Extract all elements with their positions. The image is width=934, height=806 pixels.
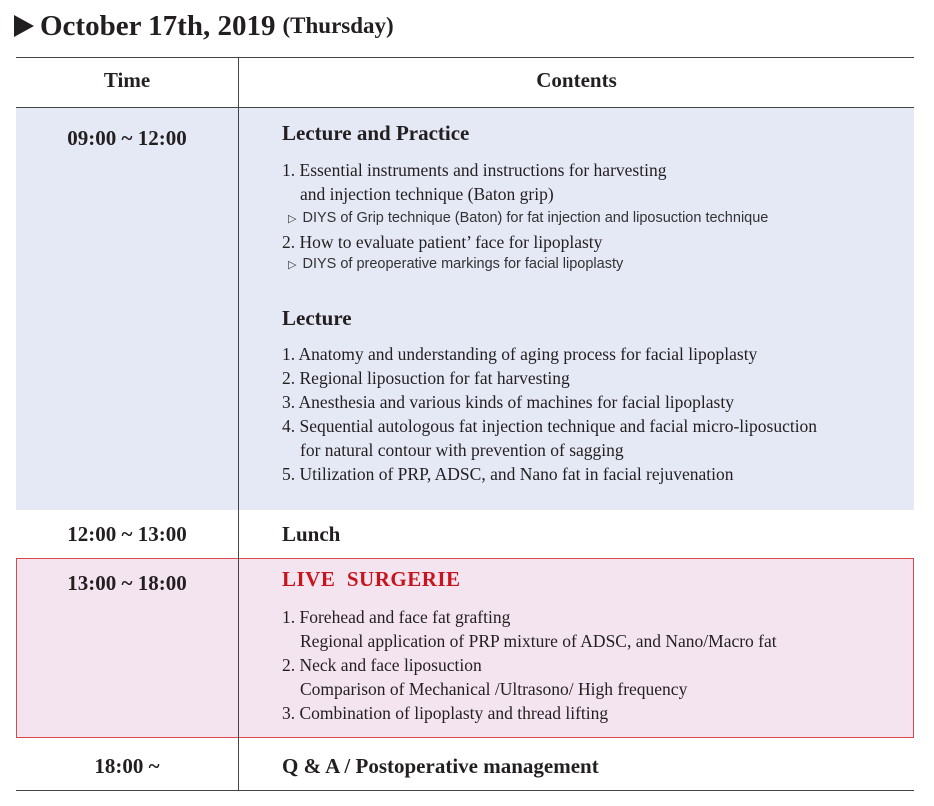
date-text: October 17th, 2019 — [40, 9, 276, 42]
date-heading — [14, 9, 394, 43]
diys-note — [288, 206, 768, 231]
section-title-lunch: Lunch — [282, 522, 341, 546]
list-item: 1. Essential instruments and instructions for harvesting — [282, 160, 667, 180]
list-item: 2. Regional liposuction for fat harvesting — [282, 368, 570, 388]
diys-note-text: DIYS of Grip technique (Baton) for fat injection and liposuction technique — [302, 210, 769, 226]
list-item: 2. Neck and face liposuction — [282, 655, 482, 675]
section-title-live-surgerie: LIVE SURGERIE — [282, 567, 461, 591]
list-item: 4. Sequential autologous fat injection technique and facial micro-liposuction — [282, 416, 818, 436]
table-top-rule — [16, 57, 914, 58]
list-item: 3. Combination of lipoplasty and thread lifting — [282, 703, 609, 723]
list-item: 5. Utilization of PRP, ADSC, and Nano fat in facial rejuvenation — [282, 464, 734, 484]
column-divider — [238, 57, 239, 790]
time-lunch: 12:00 ~ 13:00 — [67, 522, 187, 546]
section-title-qa: Q & A / Postoperative management — [282, 754, 599, 778]
time-qa: 18:00 ~ — [94, 754, 160, 778]
time-morning: 09:00 ~ 12:00 — [67, 126, 187, 150]
pointer-triangle-icon: ▷ — [288, 213, 297, 225]
list-item: 3. Anesthesia and various kinds of machines for facial lipoplasty — [282, 392, 734, 412]
weekday-text: (Thursday) — [282, 13, 394, 38]
list-item-continuation: Regional application of PRP mixture of ADSC, and Nano/Macro fat — [300, 631, 777, 651]
list-item-continuation: for natural contour with prevention of sagging — [300, 440, 624, 460]
diys-note — [288, 252, 623, 277]
list-item-continuation: Comparison of Mechanical /Ultrasono/ High frequency — [300, 679, 688, 699]
list-item: 2. How to evaluate patient’ face for lipoplasty — [282, 232, 603, 252]
play-triangle-icon — [14, 15, 34, 37]
diys-note-text: DIYS of preoperative markings for facial lipoplasty — [302, 256, 624, 272]
section-title-lecture: Lecture — [282, 306, 352, 330]
contents-column-header: Contents — [536, 68, 617, 92]
list-item: 1. Anatomy and understanding of aging process for facial lipoplasty — [282, 344, 758, 364]
time-column-header: Time — [103, 68, 151, 92]
list-item: 1. Forehead and face fat grafting — [282, 607, 511, 627]
time-afternoon: 13:00 ~ 18:00 — [67, 571, 187, 595]
pointer-triangle-icon: ▷ — [288, 259, 297, 271]
section-title-practice: Lecture and Practice — [282, 121, 470, 145]
table-bottom-rule — [16, 790, 914, 791]
list-item-continuation: and injection technique (Baton grip) — [300, 184, 554, 204]
header-rule — [16, 107, 914, 108]
